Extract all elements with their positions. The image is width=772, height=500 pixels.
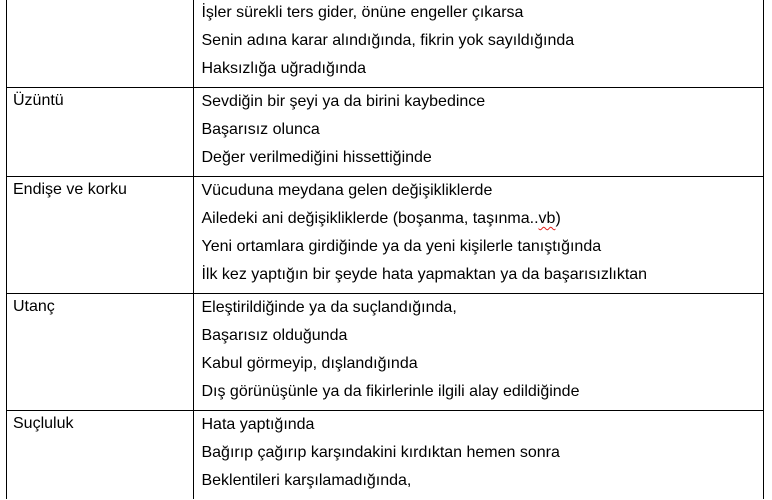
table-row (7, 88, 764, 177)
causes-cell (194, 294, 764, 411)
cause-line: Beklentileri karşılamadığında, (201, 472, 412, 489)
emotion-cell (7, 88, 194, 177)
causes-cell (194, 177, 764, 294)
cause-line: İlk kez yaptığın bir şeyde hata yapmaktan ya da başarısızlıktan (201, 266, 648, 283)
cause-line (201, 209, 763, 237)
cause-line: Hata yaptığında (201, 416, 315, 433)
emotion-cell (7, 294, 194, 411)
causes-cell (194, 411, 764, 500)
spellcheck-flagged-word: vb (538, 210, 556, 227)
cause-line: Dış görünüşünle ya da fikirlerinle ilgili alay edildiğinde (201, 383, 580, 400)
emotion-cell (7, 411, 194, 500)
emotion-label: Endişe ve korku (13, 181, 127, 198)
cause-line: Değer verilmediğini hissettiğinde (201, 149, 432, 166)
emotion-label: Suçluluk (13, 415, 74, 432)
causes-cell (194, 88, 764, 177)
table-row (7, 294, 764, 411)
table-row (7, 177, 764, 294)
cause-line: Başarısız olunca (201, 121, 320, 138)
cause-line: İşler sürekli ters gider, önüne engeller çıkarsa (201, 4, 524, 21)
cause-line: Başarısız olduğunda (201, 327, 348, 344)
emotion-label: Utanç (13, 298, 55, 315)
emotion-label: Üzüntü (13, 92, 64, 109)
cause-line: Kabul görmeyip, dışlandığında (201, 355, 418, 372)
cause-line: Senin adına karar alındığında, fikrin yok sayıldığında (201, 32, 575, 49)
cause-line: Vücuduna meydana gelen değişikliklerde (201, 182, 493, 199)
cause-line: Haksızlığa uğradığında (201, 60, 367, 77)
table-row (7, 411, 764, 500)
emotion-cell (7, 0, 194, 88)
emotion-cell (7, 177, 194, 294)
cause-text: Ailedeki ani değişikliklerde (boşanma, taşınma.. (201, 210, 539, 227)
causes-cell (194, 0, 764, 88)
cause-line: Eleştirildiğinde ya da suçlandığında, (201, 299, 457, 316)
cause-line: Yeni ortamlara girdiğinde ya da yeni kişilerle tanıştığında (201, 238, 602, 255)
emotions-table (6, 0, 764, 499)
table-row (7, 0, 764, 88)
cause-line: Bağırıp çağırıp karşındakini kırdıktan hemen sonra (201, 444, 560, 461)
cause-line: Sevdiğin bir şeyi ya da birini kaybedince (201, 93, 486, 110)
cause-text-end: ) (555, 210, 561, 227)
